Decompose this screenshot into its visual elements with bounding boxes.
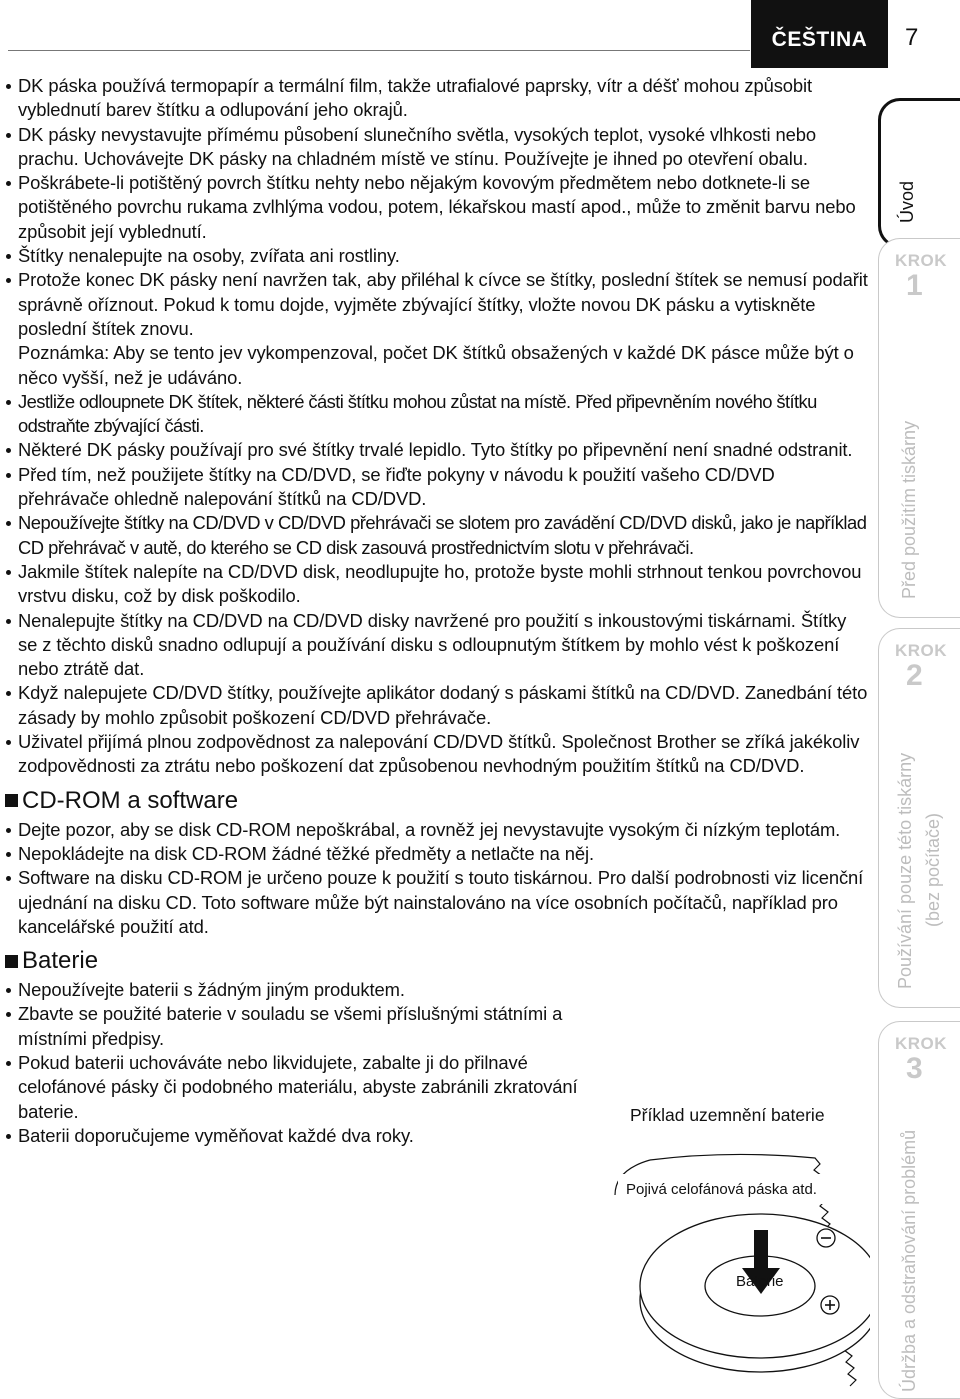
main-content xyxy=(5,74,870,1148)
list-item: Nepoužívejte štítky na CD/DVD v CD/DVD přehrávači se slotem pro zavádění CD/DVD disků, jako je například CD přehrávač v autě, do kterého se CD disk zasouvá prostřednictvím slotu v přehrávači. xyxy=(5,511,870,560)
list-item: Uživatel přijímá plnou zodpovědnost za nalepování CD/DVD štítků. Společnost Brother se zříká jakékoliv zodpovědnosti za ztrátu nebo poškození dat způsobenou nevhodným použitím štítků na CD/DVD. xyxy=(5,730,870,779)
tab-krok-2[interactable] xyxy=(878,628,960,1008)
krok-number: 1 xyxy=(906,269,923,302)
list-item: Poškrábete-li potištěný povrch štítku nehty nebo nějakým kovovým předmětem nebo dotknete-li se potištěného povrchu rukama zvlhlýma vodou, potem, lékařskou mastí apod., může to změnit barvu nebo způsobit její vyblednutí. xyxy=(5,171,870,244)
header-rule xyxy=(8,50,750,51)
krok-label: KROK xyxy=(895,641,948,660)
list-item: Pokud baterii uchováváte nebo likvidujete, zabalte ji do přilnavé celofánové pásky či podobného materiálu, abyste zabránili zkratování baterie. xyxy=(5,1051,595,1124)
side-navigation-tabs xyxy=(878,66,960,1399)
square-bullet-icon xyxy=(5,794,18,807)
krok-number: 2 xyxy=(906,659,923,692)
list-item: Protože konec DK pásky není navržen tak, aby přiléhal k cívce se štítky, poslední štítek se nemusí podařit správně oříznout. Pokud k tomu dojde, vyjměte zbývající štítky, vložte novou DK pásku a vytiskněte poslední štítek znovu. Poznámka: Aby se tento jev vykompenzoval, počet DK štítků obsažených v každé DK pásce může být o něco vyšší, než je udáváno. xyxy=(5,268,870,389)
square-bullet-icon xyxy=(5,955,18,968)
cdrom-bullet-list xyxy=(5,818,870,939)
tab-krok-3-label: Údržba a odstraňování problémů xyxy=(899,1129,919,1392)
battery-bullet-list xyxy=(5,978,595,1148)
list-item: Dejte pozor, aby se disk CD-ROM nepoškrábal, a rovněž jej nevystavujte vysokým či nízkým teplotám. xyxy=(5,818,870,842)
tab-krok-1[interactable] xyxy=(878,238,960,618)
language-label: ČEŠTINA xyxy=(751,0,888,68)
tab-krok-1-label: Před použitím tiskárny xyxy=(899,420,919,599)
list-item: Software na disku CD-ROM je určeno pouze k použití s touto tiskárnou. Pro další podrobnosti viz licenční ujednání na disku CD. Toto software může být nainstalováno na více osobních počítačů, například pro kancelářské použití atd. xyxy=(5,866,870,939)
list-item: Nenalepujte štítky na CD/DVD na CD/DVD disky navržené pro použití s inkoustovými tiskárnami. Štítky se z těchto disků snadno odlupují a používání disku s odloupnutým štítkem by mohlo vést k poškození nebo ztrátě dat. xyxy=(5,609,870,682)
intro-bullet-list xyxy=(5,74,870,779)
battery-label: Baterie xyxy=(736,1273,784,1290)
krok-label: KROK xyxy=(895,1034,948,1053)
page-number: 7 xyxy=(905,24,919,51)
section-heading-cdrom xyxy=(5,786,870,816)
section-heading-battery xyxy=(5,946,870,976)
tape-label: Pojivá celofánová páska atd. xyxy=(626,1181,817,1198)
figure-title: Příklad uzemnění baterie xyxy=(630,1105,825,1125)
list-item: Zbavte se použité baterie v souladu se všemi příslušnými státními a místními předpisy. xyxy=(5,1002,595,1051)
list-item: Jestliže odloupnete DK štítek, některé části štítku mohou zůstat na místě. Před připevněním nového štítku odstraňte zbývající části. xyxy=(5,390,870,439)
battery-grounding-figure xyxy=(610,1150,870,1390)
tab-krok-2-sublabel: (bez počítače) xyxy=(923,812,943,927)
krok-number: 3 xyxy=(906,1052,923,1085)
tab-intro-label: Úvod xyxy=(897,180,917,223)
tab-intro[interactable] xyxy=(878,98,960,248)
list-item: Baterii doporučujeme vyměňovat každé dva roky. xyxy=(5,1124,595,1148)
list-item: Před tím, než použijete štítky na CD/DVD, se řiďte pokyny v návodu k použití vašeho CD/DVD přehrávače ohledně nalepování štítků na CD/DVD. xyxy=(5,463,870,512)
list-item: DK pásky nevystavujte přímému působení slunečního světla, vysokých teplot, vysoké vlhkosti nebo prachu. Uchovávejte DK pásky na chladném místě ve stínu. Používejte je ihned po otevření obalu. xyxy=(5,123,870,172)
list-item: Štítky nenalepujte na osoby, zvířata ani rostliny. xyxy=(5,244,870,268)
list-item: DK páska používá termopapír a termální film, takže utrafialové paprsky, vítr a déšť mohou způsobit vyblednutí barev štítku a odlupování jeho okrajů. xyxy=(5,74,870,123)
list-item: Nepoužívejte baterii s žádným jiným produktem. xyxy=(5,978,595,1002)
tab-krok-2-label: Používání pouze této tiskárny xyxy=(895,752,915,989)
list-item: Jakmile štítek nalepíte na CD/DVD disk, neodlupujte ho, protože byste mohli strhnout tenkou povrchovou vrstvu disku, což by disk poškodilo. xyxy=(5,560,870,609)
list-item: Nepokládejte na disk CD-ROM žádné těžké předměty a netlačte na něj. xyxy=(5,842,870,866)
heading-text: Baterie xyxy=(22,947,99,975)
tab-krok-3[interactable] xyxy=(878,1021,960,1399)
list-item: Některé DK pásky používají pro své štítky trvalé lepidlo. Tyto štítky po připevnění není snadné odstranit. xyxy=(5,438,870,462)
krok-label: KROK xyxy=(895,251,948,270)
list-item: Když nalepujete CD/DVD štítky, používejte aplikátor dodaný s páskami štítků na CD/DVD. Zanedbání této zásady by mohlo způsobit poškození CD/DVD přehrávače. xyxy=(5,681,870,730)
heading-text: CD-ROM a software xyxy=(22,786,239,814)
arrow-shaft xyxy=(754,1230,768,1270)
